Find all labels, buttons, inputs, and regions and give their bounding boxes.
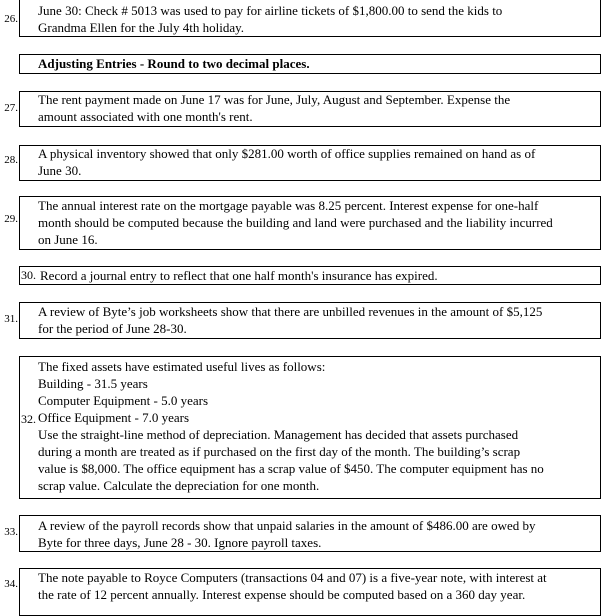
item-29-number: 29. — [4, 213, 18, 225]
item-30-text — [40, 267, 602, 284]
item-30-line: Record a journal entry to reflect that one half month's insurance has expired. — [40, 268, 438, 283]
item-32-line: The fixed assets have estimated useful lives as follows: — [38, 359, 326, 374]
item-33-line: A review of the payroll records show that unpaid salaries in the amount of $486.00 are owed by — [38, 518, 536, 533]
item-29-line: on June 16. — [38, 232, 98, 247]
item-31-number: 31. — [4, 313, 18, 325]
item-30-number: 30. — [21, 268, 36, 282]
item-32-line: during a month are treated as if purchased on the first day of the month. The building’s scrap — [38, 444, 521, 459]
item-26-line: June 30: Check # 5013 was used to pay for airline tickets of $1,800.00 to send the kids to — [38, 3, 503, 18]
item-32-line: Computer Equipment - 5.0 years — [38, 393, 209, 408]
item-27-number: 27. — [4, 102, 18, 114]
item-26-text — [38, 2, 600, 36]
item-32-line: Building - 31.5 years — [38, 376, 148, 391]
item-29-text — [38, 197, 600, 248]
item-33-text — [38, 517, 600, 551]
item-32-line: Use the straight-line method of depreciation. Management has decided that assets purchased — [38, 427, 519, 442]
item-29-line: month should be computed because the building and land were purchased and the liability incurred — [38, 215, 553, 230]
item-28-line: June 30. — [38, 163, 82, 178]
item-34-line: the rate of 12 percent annually. Interest expense should be computed based on a 360 day year. — [38, 587, 526, 602]
item-34-line: The note payable to Royce Computers (transactions 04 and 07) is a five-year note, with interest at — [38, 570, 547, 585]
item-32-line: Office Equipment - 7.0 years — [38, 410, 190, 425]
item-32-text — [38, 358, 600, 494]
item-32-line: scrap value. Calculate the depreciation for one month. — [38, 478, 320, 493]
item-28-text — [38, 145, 600, 179]
item-33-number: 33. — [4, 526, 18, 538]
item-26-line: Grandma Ellen for the July 4th holiday. — [38, 20, 245, 35]
item-31-line: for the period of June 28-30. — [38, 321, 187, 336]
item-27-text — [38, 91, 600, 125]
adjusting-entries-heading: Adjusting Entries - Round to two decimal places. — [38, 56, 310, 71]
item-31-text — [38, 303, 600, 337]
item-29-line: The annual interest rate on the mortgage payable was 8.25 percent. Interest expense for one-half — [38, 198, 539, 213]
item-26-number: 26. — [4, 13, 18, 25]
item-33-line: Byte for three days, June 28 - 30. Ignore payroll taxes. — [38, 535, 322, 550]
item-32-number: 32. — [21, 412, 36, 426]
item-34-number: 34. — [4, 578, 18, 590]
item-32-line: value is $8,000. The office equipment has a scrap value of $450. The computer equipment has no — [38, 461, 544, 476]
item-27-line: The rent payment made on June 17 was for June, July, August and September. Expense the — [38, 92, 511, 107]
item-27-line: amount associated with one month's rent. — [38, 109, 253, 124]
item-28-number: 28. — [4, 154, 18, 166]
item-31-line: A review of Byte’s job worksheets show that there are unbilled revenues in the amount of $5,125 — [38, 304, 543, 319]
item-34-text — [38, 569, 600, 603]
item-28-line: A physical inventory showed that only $281.00 worth of office supplies remained on hand as of — [38, 146, 536, 161]
